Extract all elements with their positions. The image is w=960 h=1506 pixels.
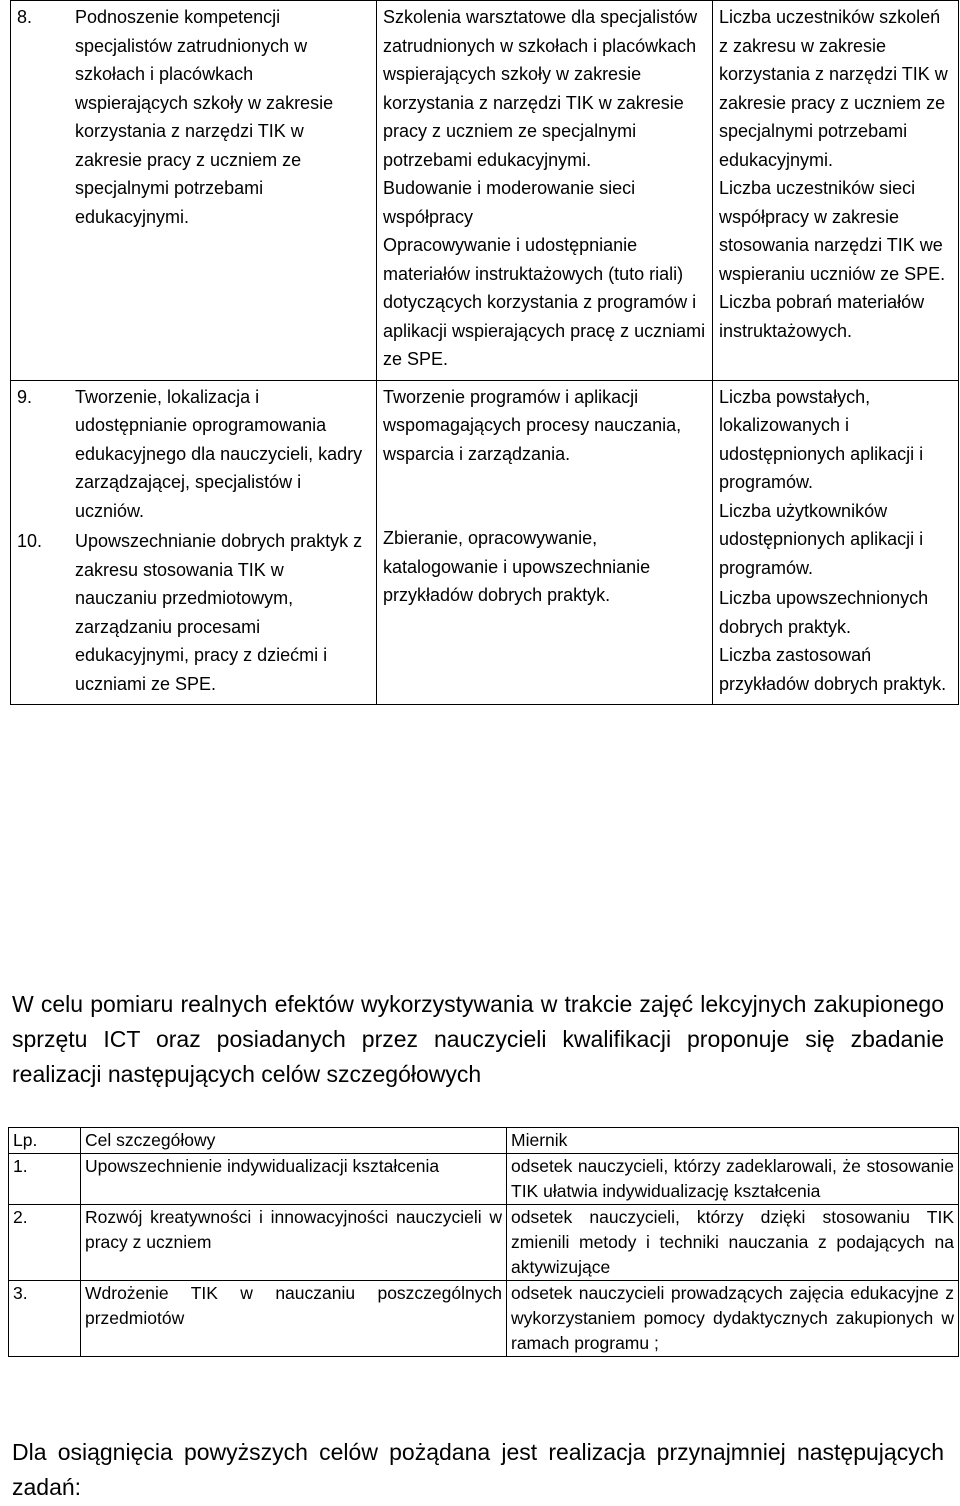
row-measure: odsetek nauczycieli, którzy dzięki stosowaniu TIK zmienili metody i techniki nauczania z podających na aktywizujące [507, 1205, 959, 1281]
row-number: 8. [17, 7, 33, 27]
indicator-text: Liczba uczestników sieci współpracy w zakresie stosowania narzędzi TIK we wspieraniu uczniów ze SPE. [719, 178, 946, 284]
header-measure: Miernik [507, 1128, 959, 1154]
indicator-text: Liczba uczestników szkoleń z zakresu w zakresie korzystania z narzędzi TIK w zakresie pracy z uczniem ze specjalnymi potrzebami edukacyjnymi. [719, 7, 948, 170]
indicator-text: Liczba zastosowań przykładów dobrych praktyk. [719, 645, 947, 694]
indicators-cell [713, 380, 959, 705]
table-header-row [9, 1128, 959, 1154]
table-row [9, 1154, 959, 1205]
row-goal: Rozwój kreatywności i innowacyjności nauczycieli w pracy z uczniem [81, 1205, 507, 1281]
indicator-text: Liczba pobrań materiałów instruktażowych. [719, 292, 925, 341]
task-cell [11, 1, 377, 381]
table-row [11, 380, 959, 705]
indicators-cell [713, 1, 959, 381]
indicator-text: Liczba upowszechnionych dobrych praktyk. [719, 588, 929, 637]
closing-paragraph: Dla osiągnięcia powyższych celów pożądana jest realizacja przynajmniej następujących zadań: [12, 1439, 944, 1500]
actions-cell [377, 380, 713, 705]
table-row [9, 1281, 959, 1357]
row-number: 9. [17, 386, 33, 407]
row-lp: 1. [9, 1154, 81, 1205]
action-text: Budowanie i moderowanie sieci współpracy [383, 178, 636, 227]
intro-paragraph: W celu pomiaru realnych efektów wykorzystywania w trakcie zajęć lekcyjnych zakupionego sprzętu ICT oraz posiadanych przez nauczycieli kwalifikacji proponuje się zbadanie realizacji następujących celów szczegółowych [12, 991, 944, 1087]
row-goal: Wdrożenie TIK w nauczaniu poszczególnych przedmiotów [81, 1281, 507, 1357]
tasks-table [10, 0, 959, 705]
indicator-text: Liczba użytkowników udostępnionych aplikacji i programów. [719, 500, 924, 578]
row-lp: 2. [9, 1205, 81, 1281]
indicator-text: Liczba powstałych, lokalizowanych i udostępnionych aplikacji i programów. [719, 386, 924, 492]
task-text: Tworzenie, lokalizacja i udostępnianie oprogramowania edukacyjnego dla nauczycieli, kadry zarządzającej, specjalistów i uczniów. [75, 386, 363, 521]
header-lp: Lp. [9, 1128, 81, 1154]
task-text: Upowszechnianie dobrych praktyk z zakresu stosowania TIK w nauczaniu przedmiotowym, zarządzaniu procesami edukacyjnymi, pracy z dziećmi i uczniami ze SPE. [75, 531, 363, 694]
row-lp: 3. [9, 1281, 81, 1357]
table-row [9, 1205, 959, 1281]
row-measure: odsetek nauczycieli, którzy zadeklarowali, że stosowanie TIK ułatwia indywidualizację kształcenia [507, 1154, 959, 1205]
row-measure: odsetek nauczycieli prowadzących zajęcia edukacyjne z wykorzystaniem pomocy dydaktycznych zakupionych w ramach programu ; [507, 1281, 959, 1357]
row-number: 10. [17, 531, 43, 551]
action-text: Tworzenie programów i aplikacji wspomagających procesy nauczania, wsparcia i zarządzania. [383, 386, 682, 464]
task-text: Podnoszenie kompetencji specjalistów zatrudnionych w szkołach i placówkach wspierających szkoły w zakresie korzystania z narzędzi TIK w zakresie pracy z uczniem ze specjalnymi potrzebami edukacyjnymi. [75, 7, 334, 227]
task-cell [11, 380, 377, 705]
action-text: Zbieranie, opracowywanie, katalogowanie i upowszechnianie przykładów dobrych praktyk. [383, 528, 651, 605]
action-text: Opracowywanie i udostępnianie materiałów instruktażowych (tuto riali) dotyczących korzystania z programów i aplikacji wspierających pracę z uczniami ze SPE. [383, 235, 706, 369]
table-row [11, 1, 959, 381]
goals-table [8, 1127, 959, 1357]
actions-cell [377, 1, 713, 381]
action-text: Szkolenia warsztatowe dla specjalistów zatrudnionych w szkołach i placówkach wspierających szkoły w zakresie korzystania z narzędzi TIK w zakresie pracy z uczniem ze specjalnymi potrzebami edukacyjnymi. [383, 7, 698, 170]
header-goal: Cel szczegółowy [81, 1128, 507, 1154]
row-goal: Upowszechnienie indywidualizacji kształcenia [81, 1154, 507, 1205]
